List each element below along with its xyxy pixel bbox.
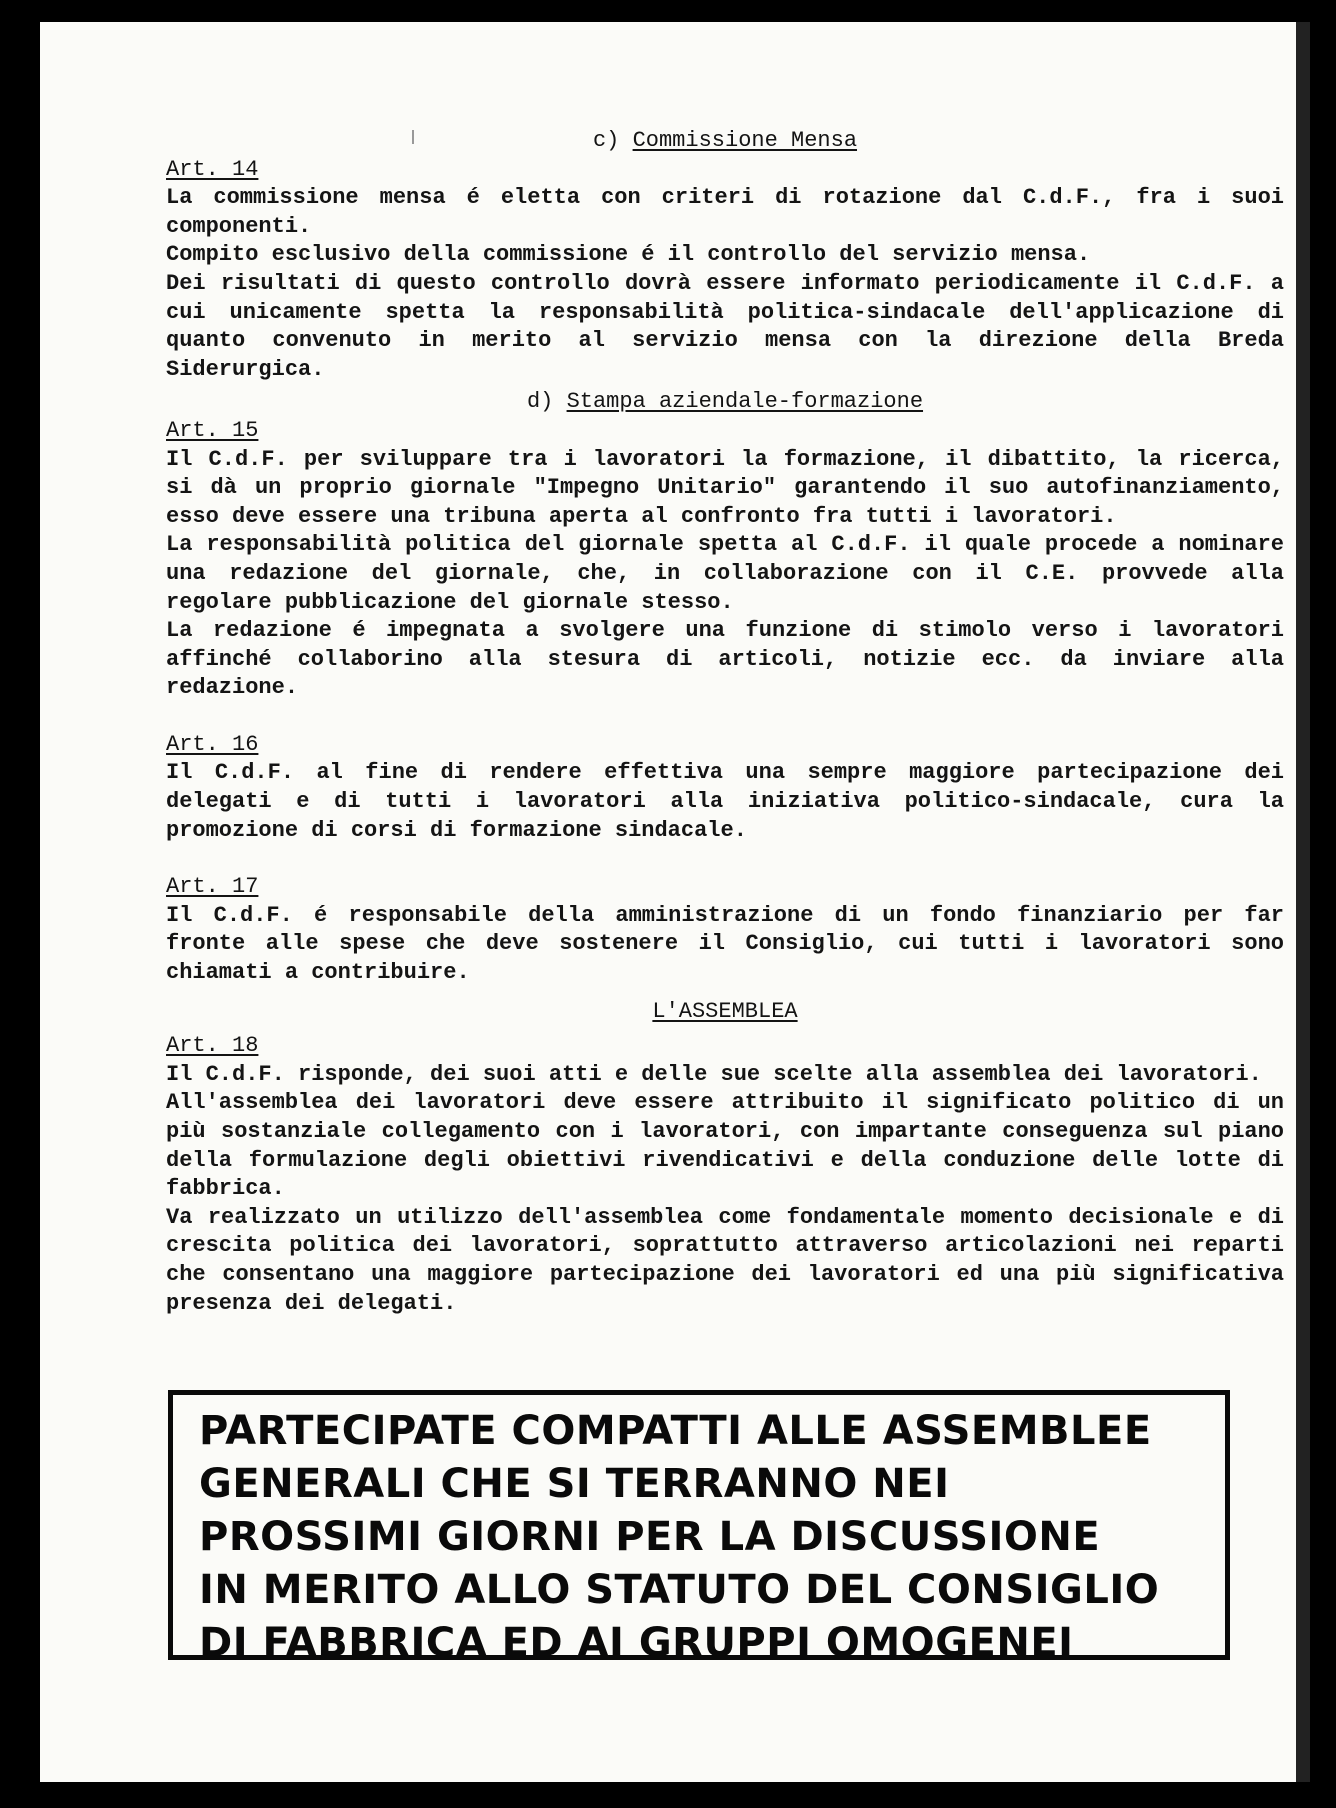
section-title-stampa-aziendale [166,388,1284,417]
article-14-paragraph: La commissione mensa é eletta con criteri di rotazione dal C.d.F., fra i suoi componenti. [166,185,1284,239]
article-14-paragraph: Dei risultati di questo controllo dovrà essere informato periodicamente il C.d.F. a cui unicamente spetta la responsabilità politica-sindacale dell'applicazione di quanto convenuto in merito al servizio mensa con la direzione della Breda Siderurgica. [166,270,1284,382]
section-title-commissione-mensa [166,127,1284,156]
notice-line: GENERALI CHE SI TERRANNO NEI [199,1461,950,1507]
document-body [166,127,1284,1318]
section-prefix: d) [526,389,554,415]
article-16-paragraph: Il C.d.F. al fine di rendere effettiva una sempre maggiore partecipazione dei delegati e di tutti i lavoratori alla iniziativa politico-sindacale, cura la promozione di corsi di formazione sindacale. [166,760,1284,843]
article-heading-17: Art. 17 [166,874,259,900]
notice-line: PROSSIMI GIORNI PER LA DISCUSSIONE [199,1514,1101,1560]
notice-line: DI FABBRICA ED AI GRUPPI OMOGENEI [199,1620,1074,1666]
article-heading-18: Art. 18 [166,1033,259,1059]
article-14-paragraph: Compito esclusivo della commissione é il controllo del servizio mensa. [166,242,1091,268]
article-heading-15: Art. 15 [166,417,259,443]
article-18-paragraph: Il C.d.F. risponde, dei suoi atti e delle sue scelte alla assemblea dei lavoratori. [166,1061,1262,1087]
article-heading-16: Art. 16 [166,731,259,757]
article-15-paragraph: Il C.d.F. per sviluppare tra i lavoratori la formazione, il dibattito, la ricerca, si dà un proprio giornale "Impegno Unitario" garantendo il suo autofinanziamento, esso deve essere una tribuna aperta al confronto fra tutti i lavoratori. [166,446,1284,529]
notice-line: IN MERITO ALLO STATUTO DEL CONSIGLIO [199,1567,1160,1613]
section-title-text: Stampa aziendale-formazione [566,389,924,415]
section-prefix: c) [592,128,620,153]
article-15-paragraph: La redazione é impegnata a svolgere una funzione di stimolo verso i lavoratori affinché collaborino alla stesura di articoli, notizie ecc. da inviare alla redazione. [166,618,1284,701]
notice-line: PARTECIPATE COMPATTI ALLE ASSEMBLEE [199,1408,1152,1454]
article-17-paragraph: Il C.d.F. é responsabile della amministrazione di un fondo finanziario per far fronte alle spese che deve sostenere il Consiglio, cui tutti i lavoratori sono chiamati a contribuire. [166,902,1284,986]
section-title-assemblea [166,998,1284,1027]
section-title-text: L'ASSEMBLEA [652,998,798,1024]
article-18-paragraph: Va realizzato un utilizzo dell'assemblea come fondamentale momento decisionale e di crescita politica dei lavoratori, soprattutto attraverso articolazioni nei reparti che consentano una maggiore partecipazione dei lavoratori ed una più significativa presenza dei delegati. [166,1204,1284,1316]
article-18-paragraph: All'assemblea dei lavoratori deve essere attribuito il significato politico di un più sostanziale collegamento con i lavoratori, con impartante conseguenza sul piano della formulazione degli obiettivi rivendicativi e della conduzione delle lotte di fabbrica. [166,1090,1284,1202]
article-heading-14: Art. 14 [166,156,259,182]
section-title-text: Commissione Mensa [632,128,858,153]
article-15-paragraph: La responsabilità politica del giornale spetta al C.d.F. il quale procede a nominare una redazione del giornale, che, in collaborazione con il C.E. provvede alla regolare pubblicazione del giornale stesso. [166,532,1284,615]
handwritten-assembly-notice [168,1390,1230,1666]
